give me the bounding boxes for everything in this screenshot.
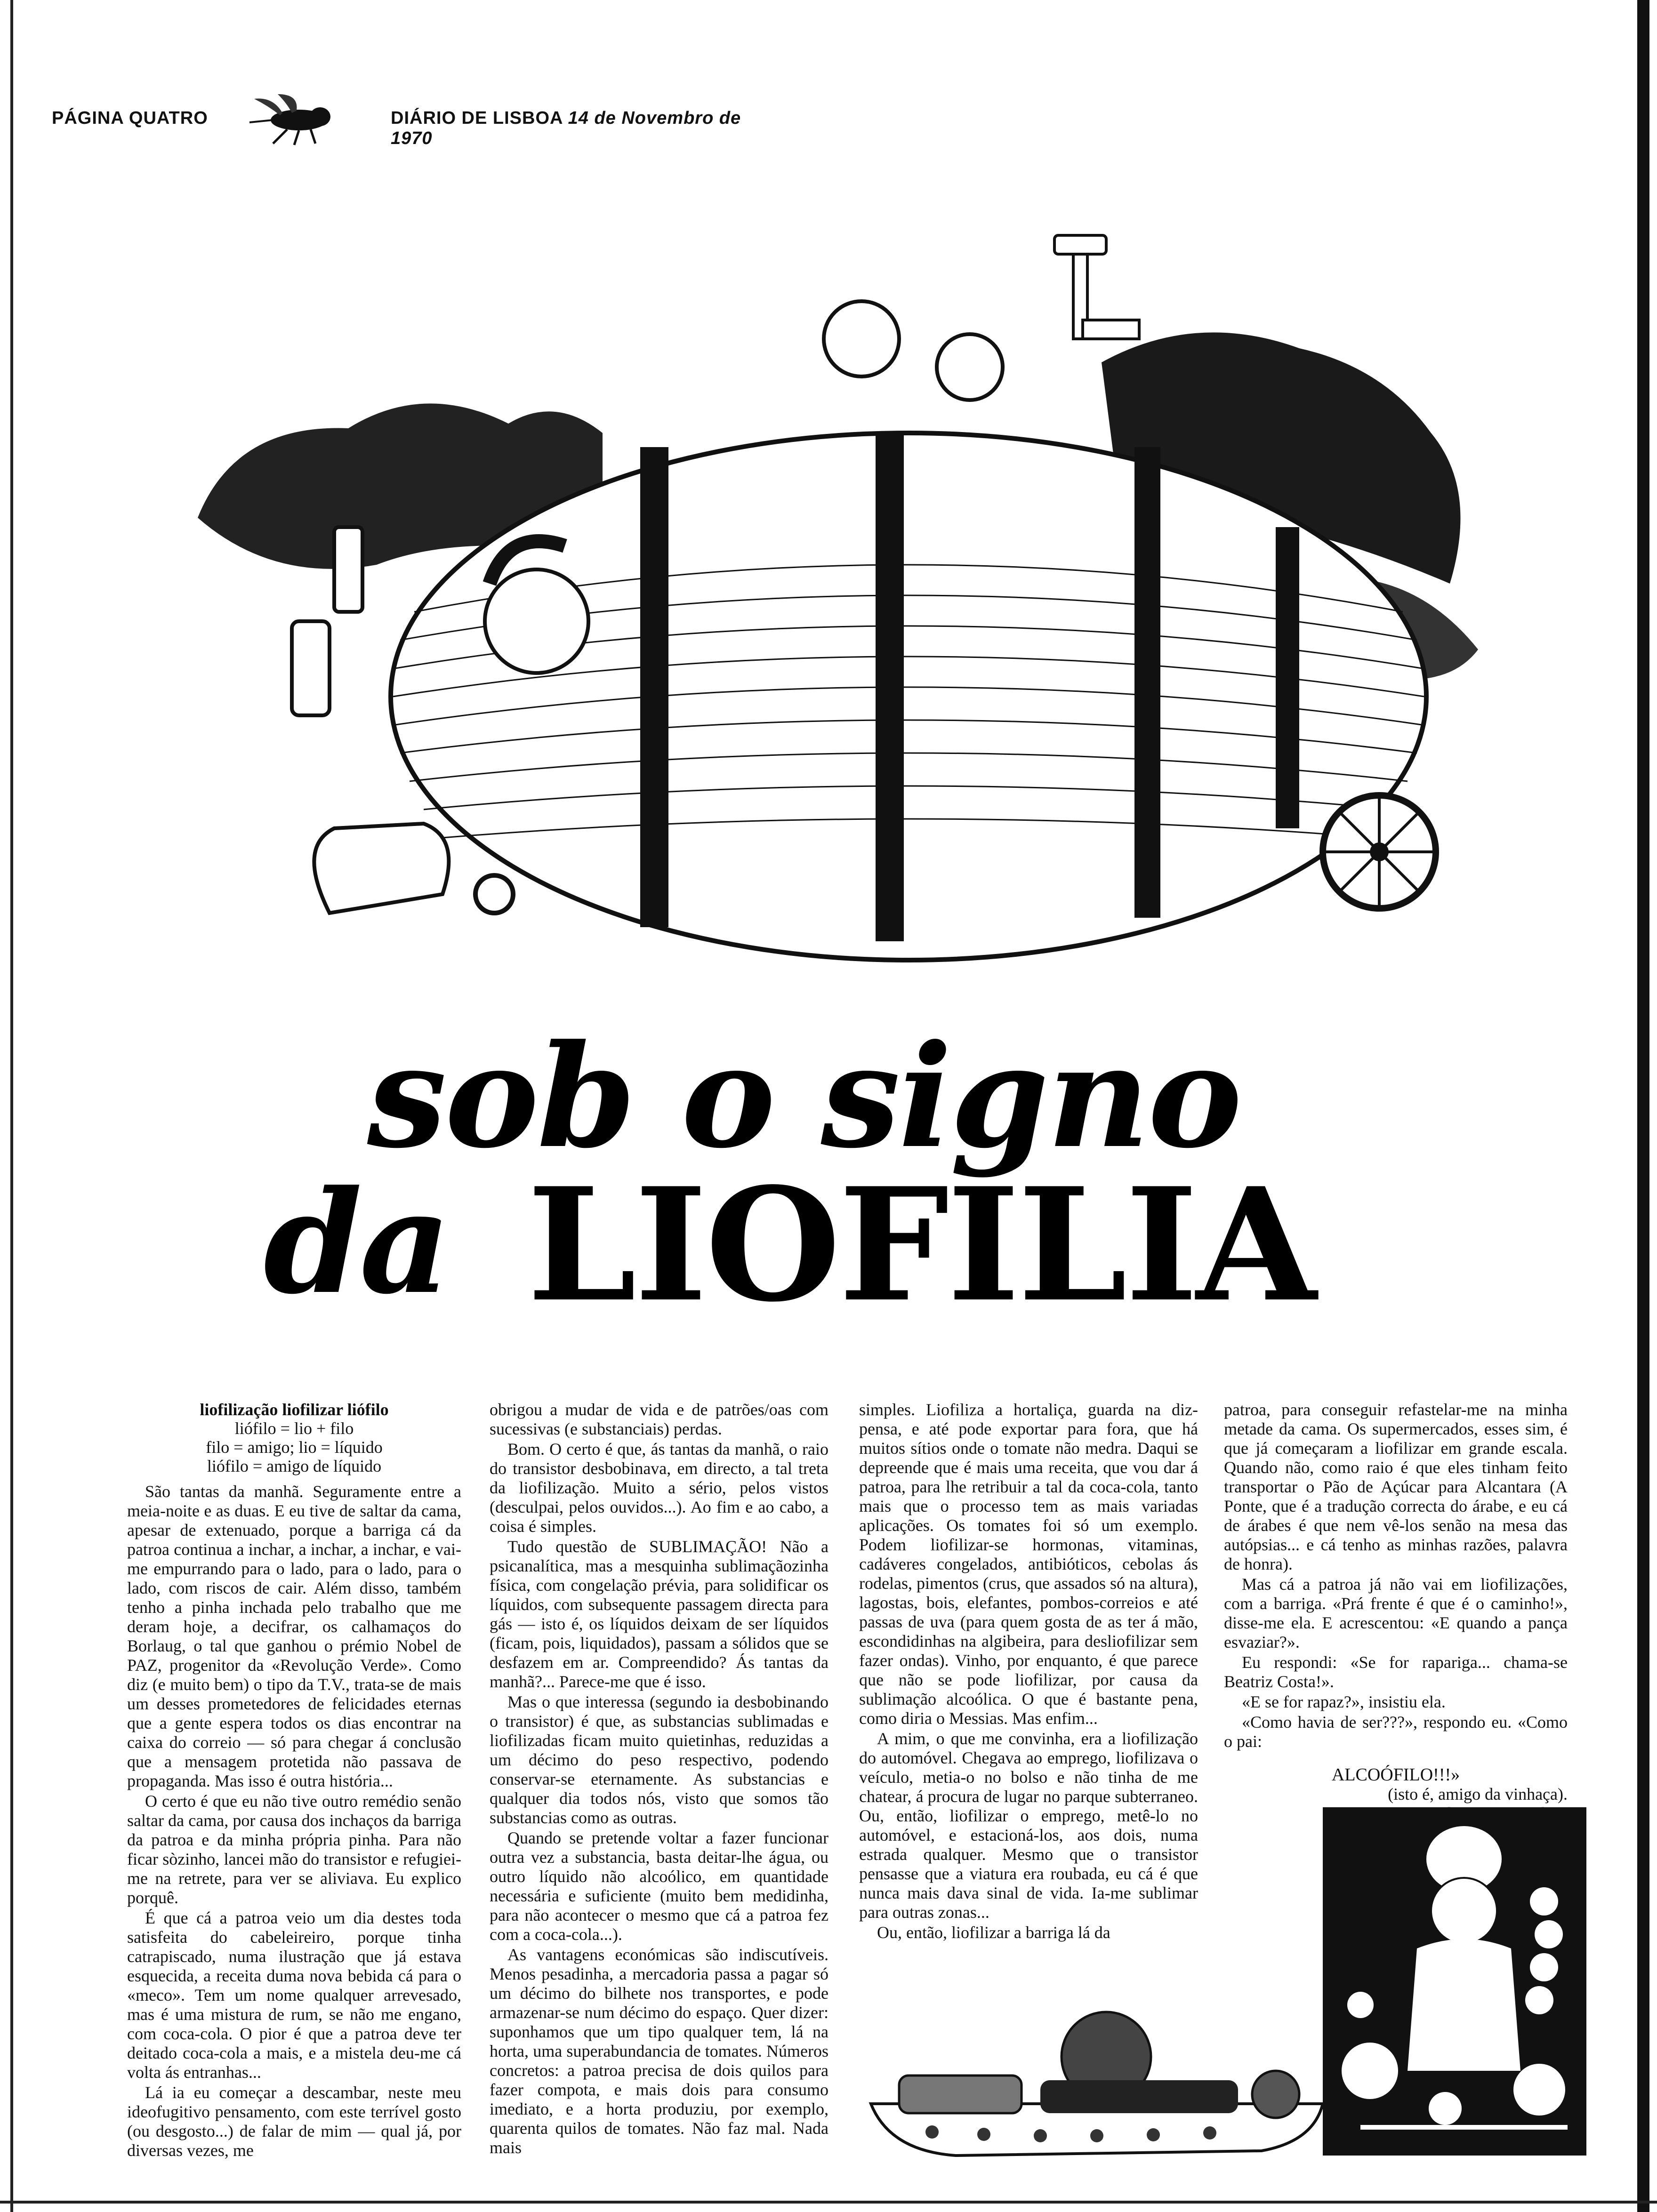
section-label: PÁGINA QUATRO [52, 108, 208, 128]
paragraph: simples. Liofiliza a hortaliça, guarda na diz-pensa, e até pode exportar para fora, que há muitos sítios onde o tomate não medra. Daqui se depreende que é mais uma receita, que vou dar á patroa, para lhe retribuir a tal da coca-cola, tanto mais que o processo tem as mais variadas aplicações. Os tomates foi só um exemplo. Podem liofilizar-se hormonas, vitaminas, cadáveres congelados, antibióticos, cebolas ás rodelas, pimentos (crus, que assados só na altura), lagostas, bois, elefantes, pombos-correios e até passas de uva (para quem gosta de as ter á mão, escondidinhas na algibeira, para desliofilizar sem fazer ondas). Vinho, por enquanto, é que parece que não se pode liofilizar, por causa da sublimação alcoólica. O que é bastante pena, como diria o Messias. Mas enfim... [859, 1400, 1198, 1728]
paragraph: São tantas da manhã. Seguramente entre a meia-noite e as duas. E eu tive de saltar da cama, apesar de extenuado, porque a barriga cá da patroa continua a inchar, a inchar, a inchar, e vai-me empurrando para o lado, para o lado, para o lado, com riscos de cair. Além disso, também tenho a pinha inchada pelo trabalho que me deram hoje, a decifrar, os calhamaços do Borlaug, o tal que ganhou o prémio Nobel de PAZ, progenitor da «Revolução Verde». Como diz (e muito bem) o tipo da T.V., trata-se de mais um desses prometedores de felicidades eternas que a gente espera todos os dias encontrar na caixa do correio — só para chegar á conclusão que a mensagem protetida não passava de propaganda. Mas isso é outra história... [127, 1482, 461, 1790]
chef-illustration [1323, 1807, 1586, 2156]
issue-date: 14 de Novembro de 1970 [391, 108, 741, 148]
paragraph: Mas o que interessa (segundo ia desbobinando o transistor) é que, as substancias sublimadas e liofilizadas ficam muito quietinhas, reduzidas a um décimo do peso respectivo, podendo conservar-se eternamente. As substancias e qualquer dia todos nós, visto que somos tão substancias como as outras. [490, 1692, 828, 1827]
paragraph: Tudo questão de SUBLIMAÇÃO! Não a psicanalítica, mas a mesquinha sublimaçãozinha física, com congelação prévia, para solidificar os líquidos, com subsequente passagem directa para gás — isto é, os líquidos deixam de ser líquidos (ficam, pois, liquidados), passam a sólidos que se desfazem em ar. Compreendido? Ás tantas da manhã?... Parece-me que é isso. [490, 1537, 828, 1691]
page-edge-bottom [0, 2201, 1657, 2204]
paragraph: Quando se pretende voltar a fazer funcionar outra vez a substancia, basta deitar-lhe água, ou outro líquido não alcoólico, em quantidade necessária e suficiente (muito bem medidinha, para não acontecer o mesmo que cá a patroa fez com a coca-cola...). [490, 1828, 828, 1944]
definition-line: filo = amigo; lio = líquido [206, 1438, 383, 1457]
definition-line: liófilo = lio + filo [234, 1419, 354, 1438]
paragraph: As vantagens económicas são indiscutíveis. Menos pesadinha, a mercadoria passa a pagar só um décimo do bilhete nos transportes, e pode armazenar-se num décimo do espaço. Quer dizer: suponhamos que um tipo qualquer tem, lá na horta, uma superabundancia de tomates. Números concretos: a patroa precisa de dois quilos para fazer compota, e mais dois para consumo imediato, e a horta produziu, por exemplo, quarenta quilos de tomates. Não faz mal. Nada mais [490, 1945, 828, 2157]
newspaper-name [391, 108, 758, 149]
fly-icon [245, 94, 353, 146]
paragraph: Bom. O certo é que, ás tantas da manhã, o raio do transistor desbobinava, em directo, a tal treta da liofilização. Muito a sério, pelos vistos (desculpai, pelos ouvidos...). Ao fim e ao cabo, a coisa é simples. [490, 1440, 828, 1536]
paragraph: Ou, então, liofilizar a barriga lá da [877, 1923, 1110, 1942]
page-header [52, 104, 758, 148]
definition-line: liófilo = amigo de líquido [207, 1457, 382, 1475]
paragraph: «Como havia de ser???», respondo eu. «Como o pai: [1224, 1713, 1568, 1751]
article-column-3 [859, 1400, 1198, 1943]
article-column-4 [1224, 1400, 1568, 1854]
paper-title: DIÁRIO DE LISBOA [391, 108, 563, 128]
paragraph: Mas cá a patroa já não vai em liofilizações, com a barriga. «Prá frente é que é o caminho!», disse-me ela. E acrescentou: «E quando a pança esvaziar?». [1224, 1575, 1568, 1651]
headline-line-1: sob o signo [367, 1013, 1240, 1179]
paragraph: O certo é que eu não tive outro remédio senão saltar da cama, por causa dos inchaços da barriga da patroa e da minha própria pinha. Para não ficar sòzinho, lancei mão do transistor e refugiei-me na retrete, para ver se aliviava. Eu explico porquê. [127, 1792, 461, 1907]
paragraph: É que cá a patroa veio um dia destes toda satisfeita do cabeleireiro, porque tinha catrapiscado, numa ilustração que já estava esquecida, a receita duma nova bebida cá para o «meco». Tem um nome qualquer arrevesado, mas é uma mistura de rum, se não me engano, com coca-cola. O pior é que a patroa deve ter deitado coca-cola a mais, e a mistela deu-me cá volta ás entranhas... [127, 1908, 461, 2082]
article-column-2 [490, 1400, 828, 2158]
definitions-block [127, 1400, 461, 1475]
food-platter-illustration [861, 2010, 1327, 2160]
page-edge-left [10, 0, 13, 2212]
definition-line: liofilização liofilizar liófilo [200, 1400, 389, 1419]
headline-line-2a: da [264, 1159, 449, 1325]
headline-line-2b: LIOFILIA [527, 1154, 1315, 1336]
paragraph: «E se for rapaz?», insistiu ela. [1242, 1692, 1446, 1711]
paragraph: patroa, para conseguir refastelar-me na minha metade da cama. Os supermercados, esses sim, é que já começaram a liofilizar em grande escala. Quando não, como raio é que eles tinham feito transportar o Pão de Açúcar para Alcantara (A Ponte, que é a tradução correcta do árabe, e eu cá de árabes é que nem vê-los senão na mesa das autópsias... e cá tenho as minhas razões, palavra de honra). [1224, 1400, 1568, 1573]
page-edge-right [1637, 0, 1649, 2212]
paragraph: obrigou a mudar de vida e de patrões/oas com sucessivas (e substanciais) perdas. [490, 1400, 828, 1438]
article-column-1 [127, 1400, 461, 2161]
barrel-illustration [179, 226, 1506, 1026]
signoff-note: (isto é, amigo da vinhaça). [1388, 1785, 1568, 1803]
paragraph: Lá ia eu começar a descambar, neste meu ideofugitivo pensamento, com este terrível gosto (ou desgosto...) de falar de mim — qual já, por diversas vezes, me [127, 2083, 461, 2160]
signoff-word: ALCOÓFILO!!!» [1331, 1765, 1460, 1785]
paragraph: A mim, o que me convinha, era a liofilização do automóvel. Chegava ao emprego, liofilizava o veículo, metia-o no bolso e não tinha de me chatear, á procura de lugar no parque subterraneo. Ou, então, liofilizar o emprego, metê-lo no automóvel, e estacioná-los, aos dois, numa estrada qualquer. Mesmo que o transistor pensasse que a viatura era roubada, eu cá é que nunca mais dava sinal de vida. Ia-me sublimar para outras zonas... [859, 1729, 1198, 1922]
paragraph: Eu respondi: «Se for rapariga... chama-se Beatriz Costa!». [1224, 1653, 1568, 1691]
